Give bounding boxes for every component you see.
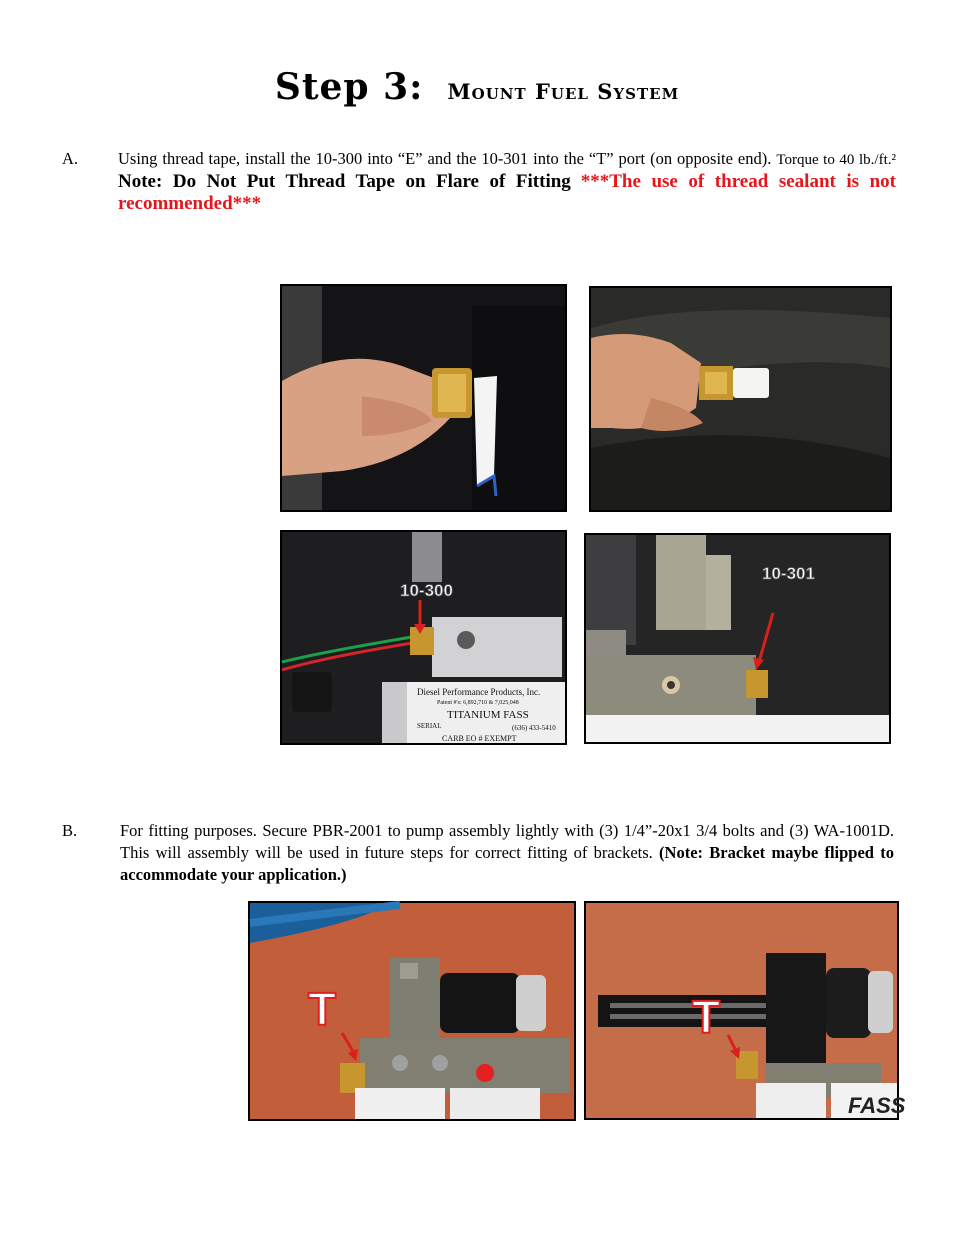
step-a-warning: ***The use of thread sealant is not recommended*** <box>118 171 897 214</box>
step-heading: Step 3: <box>274 66 424 108</box>
callout-10-300: 10-300 <box>400 581 453 600</box>
photo-thread-tape-wrap <box>280 284 567 512</box>
step-a-torque: Torque to 40 lb./ft.² <box>776 152 897 168</box>
photo-pump-assembly <box>248 901 576 1121</box>
step-b-text <box>120 820 894 886</box>
plate-line5: (636) 433-5410 <box>512 724 556 732</box>
photo-taped-fitting <box>589 286 892 512</box>
step-a-note: Note: Do Not Put Thread Tape on Flare of Fitting <box>118 171 571 192</box>
plate-line6: CARB EO # EXEMPT <box>442 734 517 743</box>
step-b-letter: B. <box>62 821 78 840</box>
step-b-note: (Note: Bracket maybe flipped to accommodate your application.) <box>120 843 894 884</box>
plate-line1: Diesel Performance Products, Inc. <box>417 687 541 697</box>
plate-line2: Patent #'s: 6,892,710 & 7,025,048 <box>437 700 519 706</box>
filter-brand: FASS <box>848 1093 906 1118</box>
step-subtitle: Mount Fuel System <box>447 79 680 104</box>
callout-10-301: 10-301 <box>762 564 815 583</box>
port-letter-t: T <box>308 983 337 1035</box>
photo-bracket-assembly <box>584 901 906 1120</box>
step-b-main: For fitting purposes. Secure PBR-2001 to pump assembly lightly with (3) 1/4”-20x1 3/4 bolts and (3) WA-1001D. This will assembly will be used in future steps for correct fitting of brackets. <box>120 821 894 862</box>
page-title <box>0 66 954 108</box>
plate-line4: SERIAL <box>417 722 442 730</box>
photo-10-300-installed <box>280 530 567 745</box>
step-a-text <box>118 148 896 215</box>
step-a-main: Using thread tape, install the 10-300 into “E” and the 10-301 into the “T” port (on opposite end). <box>118 149 772 168</box>
step-a-letter: A. <box>62 149 79 168</box>
port-letter-t-2: T <box>692 991 721 1043</box>
photo-10-301-installed <box>584 533 891 744</box>
plate-line3: TITANIUM FASS <box>447 709 529 721</box>
